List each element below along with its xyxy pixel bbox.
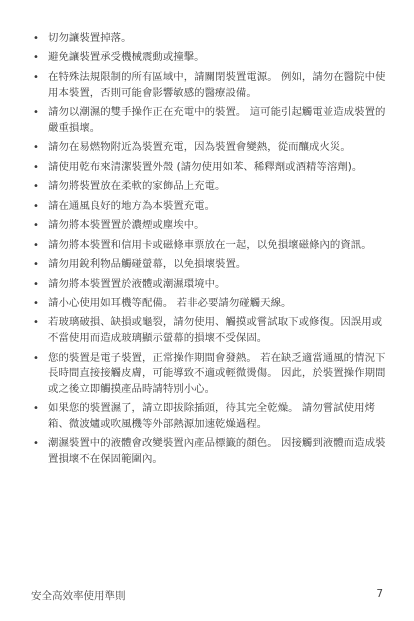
guideline-item (31, 160, 391, 176)
footer-section-title: 安全高效率使用準則 (31, 590, 126, 602)
bullet-icon: • (33, 438, 39, 450)
bullet-icon: • (33, 317, 39, 329)
guideline-item (31, 401, 391, 432)
guideline-item (31, 351, 391, 398)
guideline-item (31, 105, 391, 136)
bullet-icon: • (33, 220, 39, 232)
guideline-text: 避免讓裝置承受機械震動或撞擊。 (48, 51, 205, 64)
guideline-item (31, 199, 391, 215)
guideline-text: 請勿在易燃物附近為裝置充電，因為裝置會變熱，從而釀成火災。 (48, 141, 351, 154)
bullet-icon: • (33, 161, 39, 173)
guideline-text: 請在通風良好的地方為本裝置充電。 (48, 199, 216, 212)
bullet-icon: • (33, 107, 39, 119)
guideline-text: 在特殊法規限制的所有區域中，請關閉裝置電源。 例如，請勿在醫院中使用本裝置，否則可能會影響敏感的醫療設備。 (48, 70, 386, 99)
bullet-icon: • (33, 200, 39, 212)
guideline-item (31, 277, 391, 293)
guideline-item (31, 179, 391, 195)
guideline-text: 請勿以潮濕的雙手操作正在充電中的裝置。 這可能引起觸電並造成裝置的嚴重損壞。 (48, 106, 386, 134)
bullet-icon: • (33, 278, 39, 290)
bullet-icon: • (33, 33, 39, 44)
guideline-text: 您的裝置是電子裝置，正常操作期間會發熱。 若在缺乏適當通風的情況下長時間直接接觸皮膚，可能導致不適或輕微燙傷。 因此，於裝置操作期間或之後立即觸摸產品時請特別小心。 (48, 351, 386, 395)
guideline-item (31, 31, 391, 47)
guideline-item (31, 315, 391, 346)
guideline-text: 請使用乾布來清潔裝置外殼 (請勿使用如苯、稀釋劑或酒精等溶劑)。 (48, 160, 363, 173)
bullet-icon: • (33, 142, 39, 154)
guideline-text: 潮濕裝置中的液體會改變裝置內產品標籤的顏色。 因接觸到液體而造成裝置損壞不在保固範圍內。 (48, 437, 386, 465)
guideline-text: 請勿將本裝置置於液體或潮濕環境中。 (48, 277, 226, 290)
guideline-item (31, 218, 391, 234)
bullet-icon: • (33, 403, 39, 415)
bullet-icon: • (33, 71, 39, 83)
guideline-text: 如果您的裝置濕了，請立即拔除插頭，待其完全乾燥。 請勿嘗試使用烤箱、微波爐或吹風機等外部熱源加速乾燥過程。 (48, 402, 376, 430)
bullet-icon: • (33, 352, 39, 364)
guideline-item (31, 436, 391, 467)
page-footer (31, 588, 383, 604)
safety-guideline-list (31, 31, 391, 471)
guideline-item (31, 238, 391, 254)
guideline-item (31, 140, 391, 156)
guideline-text: 請勿將裝置放在柔軟的家飾品上充電。 (48, 180, 226, 193)
bullet-icon: • (33, 298, 39, 309)
bullet-icon: • (33, 239, 39, 251)
guideline-text: 請勿將本裝置置於濃煙或塵埃中。 (48, 219, 205, 232)
guideline-text: 若玻璃破損、缺損或龜裂，請勿使用、觸摸或嘗試取下或修復。因誤用或不當使用而造成玻璃顯示螢幕的損壞不受保固。 (48, 316, 383, 345)
guideline-text: 請勿將本裝置和信用卡或磁條車票放在一起，以免損壞磁條內的資訊。 (48, 238, 372, 251)
bullet-icon: • (33, 181, 39, 193)
guideline-item (31, 296, 391, 312)
guideline-text: 切勿讓裝置掉落。 (48, 32, 132, 44)
guideline-item (31, 50, 391, 66)
guideline-item (31, 257, 391, 273)
bullet-icon: • (33, 259, 39, 271)
guideline-text: 請勿用銳利物品觸碰螢幕，以免損壞裝置。 (48, 258, 247, 271)
guideline-text: 請小心使用如耳機等配備。 若非必要請勿碰觸天線。 (48, 297, 292, 309)
bullet-icon: • (33, 52, 39, 64)
guideline-item (31, 70, 391, 101)
page-number: 7 (376, 588, 383, 600)
